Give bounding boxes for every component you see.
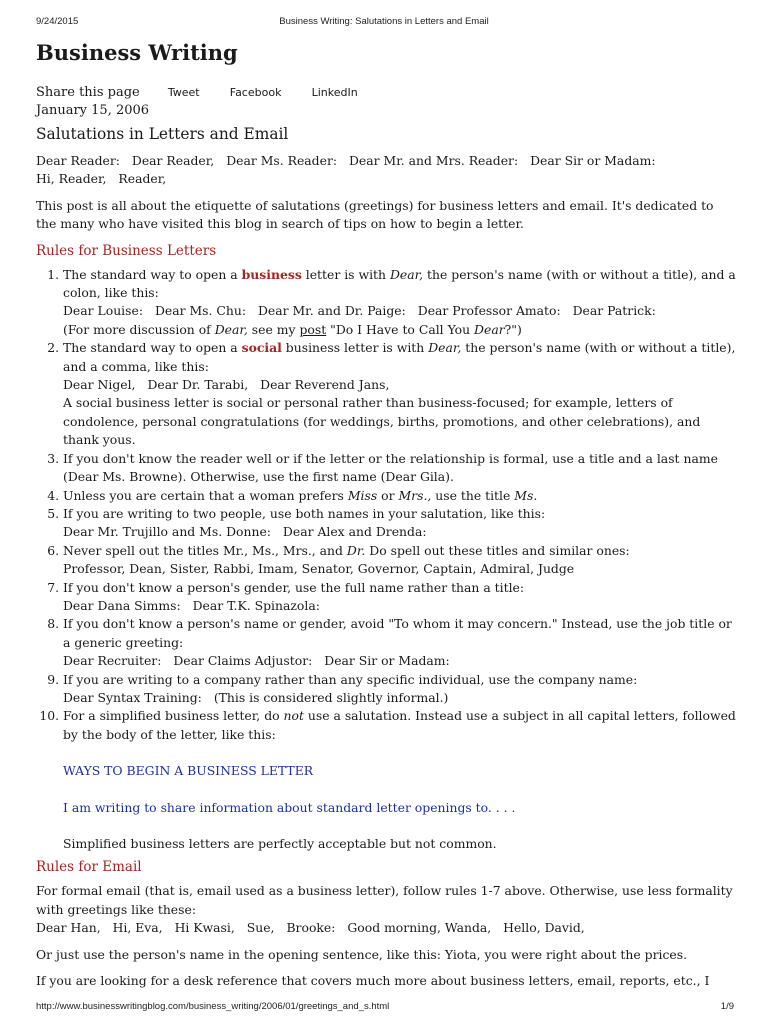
ms-term: Ms xyxy=(514,487,534,503)
print-title: Business Writing: Salutations in Letters and Email xyxy=(279,16,489,27)
rule-5 xyxy=(63,505,736,542)
spacer xyxy=(63,744,736,762)
rule-text: or xyxy=(377,487,399,503)
rule-text: business letter is with xyxy=(281,340,429,356)
example: Dear Mr. and Dr. Paige: xyxy=(257,303,406,319)
rule-text: letter is with xyxy=(301,266,390,282)
example: Dear Reverend Jans, xyxy=(260,377,390,393)
simplified-note: Simplified business letters are perfectly acceptable but not common. xyxy=(63,836,497,851)
greeting-item: Hi, Eva, xyxy=(112,920,163,936)
dear-term: Dear, xyxy=(214,321,248,337)
greeting-item: Dear Sir or Madam: xyxy=(530,153,656,168)
greeting-item: Brooke: xyxy=(286,920,336,936)
email-paragraph: For formal email (that is, email used as a business letter), follow rules 1-7 above. Otherwise, use less formality with greetings like these: xyxy=(36,883,733,917)
greeting-item: Dear Mr. and Mrs. Reader: xyxy=(349,153,519,168)
rule-10 xyxy=(63,707,736,853)
note-text: (For more discussion of xyxy=(63,321,215,337)
greeting-item: Dear Ms. Reader: xyxy=(226,153,338,168)
miss-term: Miss xyxy=(347,487,378,503)
rule-text: If you are writing to a company rather than any specific individual, use the company name: xyxy=(63,671,638,687)
example-line xyxy=(63,302,736,320)
rule-text: The standard way to open a xyxy=(63,266,242,282)
rule-text: use the title xyxy=(431,487,515,503)
email-greetings xyxy=(36,919,736,937)
greeting-item: Dear Han, xyxy=(36,920,101,936)
rule-text: The standard way to open a xyxy=(63,340,242,356)
intro-paragraph: This post is all about the etiquette of salutations (greetings) for business letters and email. It's dedicated to the many who have visited this blog in search of tips on how to begin a letter. xyxy=(36,197,714,232)
rule-8 xyxy=(63,615,736,670)
keyword-social: social xyxy=(241,340,282,356)
example-line xyxy=(63,689,736,707)
note-text: "Do I Have to Call You xyxy=(326,321,475,337)
example: Dear Syntax Training: xyxy=(63,689,202,705)
example: Dear Claims Adjustor: xyxy=(173,653,313,669)
mrs-term: Mrs., xyxy=(398,487,432,503)
rule-text: For a simplified business letter, do xyxy=(63,708,284,724)
titles-list: Professor, Dean, Sister, Rabbi, Imam, Senator, Governor, Captain, Admiral, Judge xyxy=(63,561,575,577)
example: Dear Dana Simms: xyxy=(63,597,181,613)
greeting-item: Good morning, Wanda, xyxy=(347,920,492,936)
example: Dear Recruiter: xyxy=(63,653,162,669)
rule-1 xyxy=(63,266,736,340)
example-line xyxy=(63,376,736,394)
example: Dear Dr. Tarabi, xyxy=(147,377,249,393)
rule-7 xyxy=(63,579,736,616)
dear-term: Dear, xyxy=(389,266,424,282)
example: Dear Nigel, xyxy=(63,377,136,393)
note-text: see my xyxy=(247,321,300,337)
rule-text: the person's name (with or without a title), and a comma, like this: xyxy=(63,340,736,374)
print-header xyxy=(0,16,768,28)
rule-6 xyxy=(63,542,736,579)
email-paragraph: If you are looking for a desk reference that covers much more about business letters, email, reports, etc., I xyxy=(36,973,710,989)
linkedin-button[interactable]: LinkedIn xyxy=(311,86,358,99)
dear-term: Dear xyxy=(474,321,505,337)
rule-text: If you don't know a person's name or gender, avoid "To whom it may concern." Instead, use the job title or a generic greeting: xyxy=(63,616,732,650)
post-link[interactable]: post xyxy=(299,321,327,337)
example-line xyxy=(63,523,736,541)
example: Dear Patrick: xyxy=(572,303,656,319)
example: Dear Mr. Trujillo and Ms. Donne: xyxy=(63,524,271,540)
business-rules-heading: Rules for Business Letters xyxy=(36,242,217,259)
facebook-button[interactable]: Facebook xyxy=(229,86,282,99)
dear-term: Dear, xyxy=(428,340,462,356)
example: Dear Sir or Madam: xyxy=(324,653,450,669)
page-url: http://www.businesswritingblog.com/business_writing/2006/01/greetings_and_s.html xyxy=(36,1001,390,1012)
example: Dear T.K. Spinazola: xyxy=(192,597,320,613)
greeting-item: Dear Reader, xyxy=(131,153,215,168)
spacer xyxy=(63,781,736,799)
rule-3: 3. If you don't know the reader well or if the letter or the relationship is formal, use a title and a last name (Dear Ms. Browne). Otherwise, use the first name (Dear Gila). xyxy=(63,450,736,487)
greeting-item: Dear Reader: xyxy=(36,153,120,168)
email-paragraph: Or just use the person's name in the opening sentence, like this: Yiota, you were right about the prices. xyxy=(36,946,688,962)
example-note: (This is considered slightly informal.) xyxy=(213,689,449,705)
rule-text: . xyxy=(533,487,538,503)
greeting-item: Hello, David, xyxy=(503,920,585,936)
share-bar xyxy=(36,84,736,102)
business-rules-list xyxy=(36,266,736,854)
dr-term: Dr. xyxy=(346,542,366,558)
not-term: not xyxy=(283,708,304,724)
note-line: A social business letter is social or personal rather than business-focused; for example, letters of condolence, personal congratulations (for weddings, births, promotions, and other celebrations), and thank yous. xyxy=(63,395,701,448)
rule-4 xyxy=(63,487,736,505)
rule-text: use a salutation. Instead use a subject in all capital letters, followed by the body of the letter, like this: xyxy=(63,708,736,742)
example-line xyxy=(63,597,736,615)
blog-title[interactable]: Business Writing xyxy=(36,40,238,65)
rule-text: Unless you are certain that a woman prefers xyxy=(63,487,348,503)
rule-9 xyxy=(63,671,736,708)
sample-body: I am writing to share information about standard letter openings to. . . . xyxy=(63,799,516,815)
example: Dear Ms. Chu: xyxy=(154,303,247,319)
greeting-item: Hi, Reader, xyxy=(36,171,107,187)
spacer xyxy=(63,817,736,835)
example: Dear Alex and Drenda: xyxy=(282,524,427,540)
post-date: January 15, 2006 xyxy=(36,103,150,118)
email-rules-heading: Rules for Email xyxy=(36,859,142,876)
tweet-button[interactable]: Tweet xyxy=(167,86,200,99)
keyword-business: business xyxy=(241,266,302,282)
example-line xyxy=(63,652,736,670)
print-date: 9/24/2015 xyxy=(36,16,79,27)
sample-subject: WAYS TO BEGIN A BUSINESS LETTER xyxy=(63,763,314,779)
greeting-item: Hi Kwasi, xyxy=(174,920,235,936)
rule-text: If you are writing to two people, use both names in your salutation, like this: xyxy=(63,505,546,521)
greeting-item: Reader, xyxy=(118,171,167,187)
note-line xyxy=(63,321,736,339)
example: Dear Professor Amato: xyxy=(417,303,561,319)
print-footer xyxy=(0,1001,768,1013)
example: Dear Louise: xyxy=(63,303,144,319)
rule-2 xyxy=(63,339,736,449)
rule-text: Never spell out the titles Mr., Ms., Mrs., and xyxy=(63,542,347,558)
greetings-sample xyxy=(36,152,736,189)
page-number: 1/9 xyxy=(720,1001,734,1012)
note-text: ?") xyxy=(504,321,522,337)
share-label: Share this page xyxy=(36,85,140,100)
rule-text: If you don't know a person's gender, use the full name rather than a title: xyxy=(63,579,525,595)
greeting-item: Sue, xyxy=(246,920,275,936)
post-title: Salutations in Letters and Email xyxy=(36,125,289,143)
rule-text: the person's name (with or without a title), and a colon, like this: xyxy=(63,266,736,301)
page-content xyxy=(36,38,736,998)
rule-text: Do spell out these titles and similar ones: xyxy=(365,542,630,558)
